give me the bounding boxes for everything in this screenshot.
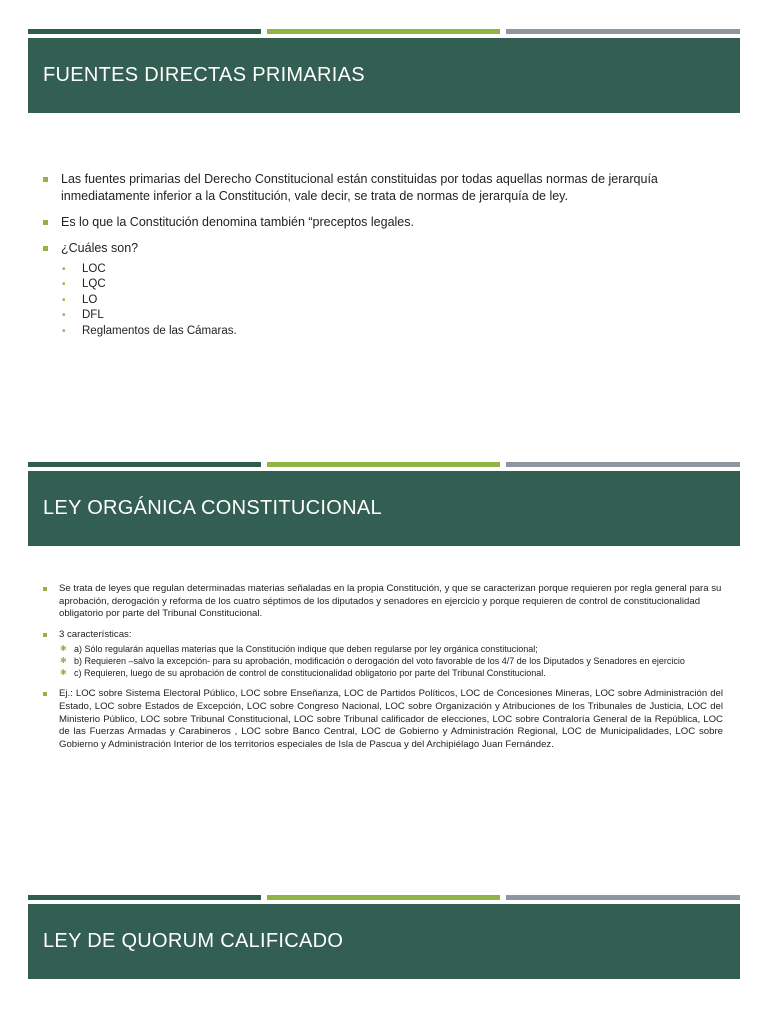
list-item: • Reglamentos de las Cámaras. [62, 324, 723, 339]
slide3-accent-bars [28, 895, 740, 900]
list-item: ✱ b) Requieren –salvo la excepción- para su aprobación, modificación o derogación del voto favorable de los 4/7 de los Diputados y Senadores en ejercicio [60, 656, 685, 667]
bullet-dot-icon: • [62, 310, 66, 322]
accent-bar-green [28, 29, 261, 34]
slide2-title: LEY ORGÁNICA CONSTITUCIONAL [43, 497, 382, 519]
list-item: ✱ a) Sólo regularán aquellas materias que la Constitución indique que deben regularse por ley orgánica constitucional; [60, 644, 538, 655]
bullet-square-icon [43, 177, 48, 182]
slide3-title-banner [28, 904, 740, 979]
list-item: ✱ c) Requieren, luego de su aprobación de control de constitucionalidad obligatorio por parte del Tribunal Constitucional. [60, 668, 546, 679]
slide1-title-banner [28, 38, 740, 113]
slide2-sublist [43, 643, 723, 679]
bullet-square-icon [43, 633, 47, 637]
accent-bar-lime [267, 29, 500, 34]
bullet-square-icon [43, 220, 48, 225]
list-item: • LOC [62, 262, 723, 277]
list-item: • LO [62, 293, 723, 308]
slide2-bullet: 3 características: [43, 629, 723, 642]
bullet-square-icon [43, 692, 47, 696]
bullet-square-icon [43, 246, 48, 251]
slide1-bullet: Es lo que la Constitución denomina también “preceptos legales. [43, 214, 723, 231]
slide2-title-banner [28, 471, 740, 546]
slide2-bullet: Ej.: LOC sobre Sistema Electoral Público, LOC sobre Enseñanza, LOC de Partidos Políticos, LOC de Concesiones Mineras, LOC sobre Administración del Estado, LOC sobre Estados de Excepción, LOC sobre Congreso Nacional, LOC sobre Organización y Atribuciones de los Tribunales de Justicia, LOC del Ministerio Público, LOC sobre Tribunal Constitucional, LOC sobre Tribunal calificador de elecciones, LOC sobre Contraloría General de la República, LOC de las Fuerzas Armadas y Carabineros , LOC sobre Banco Central, LOC de Gobierno y Administración Regional, LOC de Municipalidades, LOC sobre Gobierno y Administración Interior de los territorios especiales de Isla de Pascua y del Archipiélago Juan Fernández. [43, 688, 723, 751]
bullet-dot-icon: • [62, 294, 66, 306]
accent-bar-green [28, 462, 261, 467]
slide2-content [43, 583, 723, 759]
accent-bar-gray [506, 462, 740, 467]
bullet-star-icon: ✱ [60, 668, 67, 678]
slide2-accent-bars [28, 462, 740, 467]
bullet-star-icon: ✱ [60, 656, 67, 666]
slide1-title: FUENTES DIRECTAS PRIMARIAS [43, 64, 365, 86]
bullet-dot-icon: • [62, 279, 66, 291]
slide1-bullet: Las fuentes primarias del Derecho Constitucional están constituidas por todas aquellas normas de jerarquía inmediatamente inferior a la Constitución, vale decir, se trata de normas de jerarquía de ley. [43, 171, 723, 205]
bullet-star-icon: ✱ [60, 644, 67, 654]
slide1-accent-bars [28, 29, 740, 34]
accent-bar-lime [267, 895, 500, 900]
slide1-sublist [43, 262, 723, 339]
slide1-bullet: ¿Cuáles son? [43, 240, 723, 257]
accent-bar-green [28, 895, 261, 900]
slide1-content [43, 171, 723, 339]
bullet-square-icon [43, 587, 47, 591]
list-item: • DFL [62, 308, 723, 323]
bullet-dot-icon: • [62, 325, 66, 337]
bullet-dot-icon: • [62, 264, 66, 275]
slide2-bullet: Se trata de leyes que regulan determinadas materias señaladas en la propia Constitución, y que se caracterizan porque requieren por regla general para su aprobación, derogación y reforma de los cuatro séptimos de los diputados y senadores en ejercicio y porque requieren de control de constitucionalidad obligatorio por parte del Tribunal Constitucional. [43, 583, 723, 621]
slide3-title: LEY DE QUORUM CALIFICADO [43, 930, 344, 952]
list-item: • LQC [62, 277, 723, 292]
accent-bar-lime [267, 462, 500, 467]
accent-bar-gray [506, 29, 740, 34]
accent-bar-gray [506, 895, 740, 900]
